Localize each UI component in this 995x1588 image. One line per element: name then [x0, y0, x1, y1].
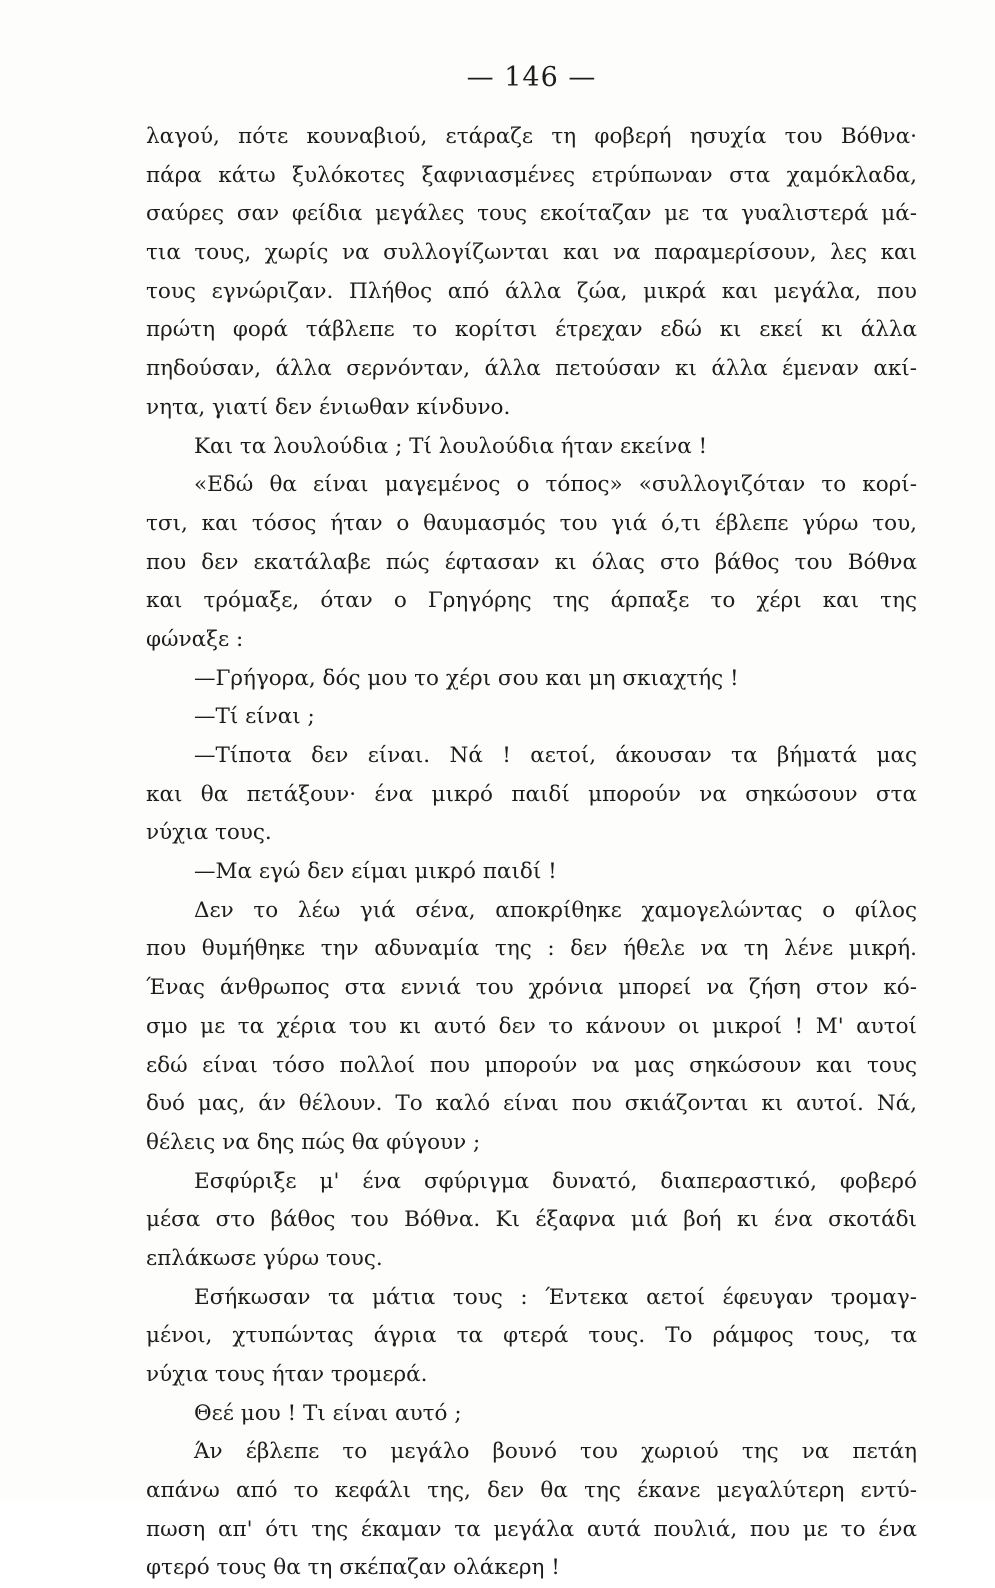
- text-line: πάρα κάτω ξυλόκοτες ξαφνιασμένες ετρύπωναν στα χαμόκλαδα,: [146, 162, 917, 188]
- text-line: Και τα λουλούδια ; Τί λουλούδια ήταν εκείνα !: [194, 433, 708, 459]
- text-line: «Εδώ θα είναι μαγεμένος ο τόπος» «συλλογιζόταν το κορί-: [194, 472, 917, 498]
- text-line: Εσφύριξε μ' ένα σφύριγμα δυνατό, διαπεραστικό, φοβερό: [194, 1168, 917, 1194]
- text-line: σμο με τα χέρια του κι αυτό δεν το κάνουν οι μικροί ! Μ' αυτοί: [146, 1013, 917, 1039]
- text-line: τια τους, χωρίς να συλλογίζωνται και να παραμερίσουν, λες και: [146, 240, 917, 266]
- text-line: λαγού, πότε κουναβιού, ετάραζε τη φοβερή ησυχία του Βόθνα·: [146, 124, 917, 149]
- text-line: και θα πετάξουν· ένα μικρό παιδί μπορούν να σηκώσουν στα: [146, 781, 917, 807]
- text-line: Δεν το λέω γιά σένα, αποκρίθηκε χαμογελώντας ο φίλος: [194, 897, 917, 923]
- text-line: φώναξε :: [146, 626, 244, 652]
- text-line: και τρόμαξε, όταν ο Γρηγόρης της άρπαξε το χέρι και της: [146, 588, 917, 614]
- text-line: τους εγνώριζαν. Πλήθος από άλλα ζώα, μικρά και μεγάλα, που: [146, 278, 917, 304]
- text-line: θέλεις να δης πώς θα φύγουν ;: [146, 1129, 481, 1155]
- text-line: —Γρήγορα, δός μου το χέρι σου και μη σκιαχτής !: [194, 665, 739, 691]
- text-line: εδώ είναι τόσο πολλοί που μπορούν να μας σηκώσουν και τους: [146, 1052, 917, 1078]
- text-line: —Τί είναι ;: [194, 704, 315, 730]
- text-line: μένοι, χτυπώντας άγρια τα φτερά τους. Το ράμφος τους, τα: [146, 1323, 917, 1349]
- text-line: —Μα εγώ δεν είμαι μικρό παιδί !: [194, 859, 557, 885]
- text-line: που δεν εκατάλαβε πώς έφτασαν κι όλας στο βάθος του Βόθνα: [146, 549, 917, 575]
- text-line: απάνω από το κεφάλι της, δεν θα της έκανε μεγαλύτερη εντύ-: [146, 1478, 917, 1504]
- text-line: σαύρες σαν φείδια μεγάλες τους εκοίταζαν με τα γυαλιστερά μά-: [146, 201, 917, 227]
- text-line: —Τίποτα δεν είναι. Νά ! αετοί, άκουσαν τα βήματά μας: [194, 743, 917, 768]
- text-line: πωση απ' ότι της έκαμαν τα μεγάλα αυτά πουλιά, που με το ένα: [146, 1516, 917, 1542]
- text-line: Θεέ μου ! Τι είναι αυτό ;: [194, 1400, 462, 1426]
- text-line: που θυμήθηκε την αδυναμία της : δεν ήθελε να τη λένε μικρή.: [146, 936, 917, 962]
- text-line: Ένας άνθρωπος στα εννιά του χρόνια μπορεί να ζήση στον κό-: [146, 975, 917, 1001]
- text-line: Εσήκωσαν τα μάτια τους : Έντεκα αετοί έφευγαν τρομαγ-: [194, 1284, 917, 1310]
- text-line: φτερό τους θα τη σκέπαζαν ολάκερη !: [146, 1555, 560, 1581]
- text-line: Άν έβλεπε το μεγάλο βουνό του χωριού της να πετάη: [194, 1439, 917, 1465]
- text-line: μέσα στο βάθος του Βόθνα. Κι έξαφνα μιά βοή κι ένα σκοτάδι: [146, 1207, 917, 1233]
- text-line: νύχια τους.: [146, 820, 272, 846]
- text-line: δυό μας, άν θέλουν. Το καλό είναι που σκιάζονται κι αυτοί. Νά,: [146, 1091, 917, 1117]
- text-line: πρώτη φορά τάβλεπε το κορίτσι έτρεχαν εδώ κι εκεί κι άλλα: [146, 317, 917, 343]
- text-line: νητα, γιατί δεν ένιωθαν κίνδυνο.: [146, 394, 511, 420]
- text-line: νύχια τους ήταν τρομερά.: [146, 1362, 428, 1387]
- text-line: τσι, και τόσος ήταν ο θαυμασμός του γιά ό,τι έβλεπε γύρω του,: [146, 510, 917, 536]
- page-number: — 146 —: [466, 62, 597, 93]
- text-line: πηδούσαν, άλλα σερνόνταν, άλλα πετούσαν κι άλλα έμεναν ακί-: [146, 356, 917, 382]
- body-text: [146, 118, 917, 1588]
- text-line: επλάκωσε γύρω τους.: [146, 1245, 383, 1271]
